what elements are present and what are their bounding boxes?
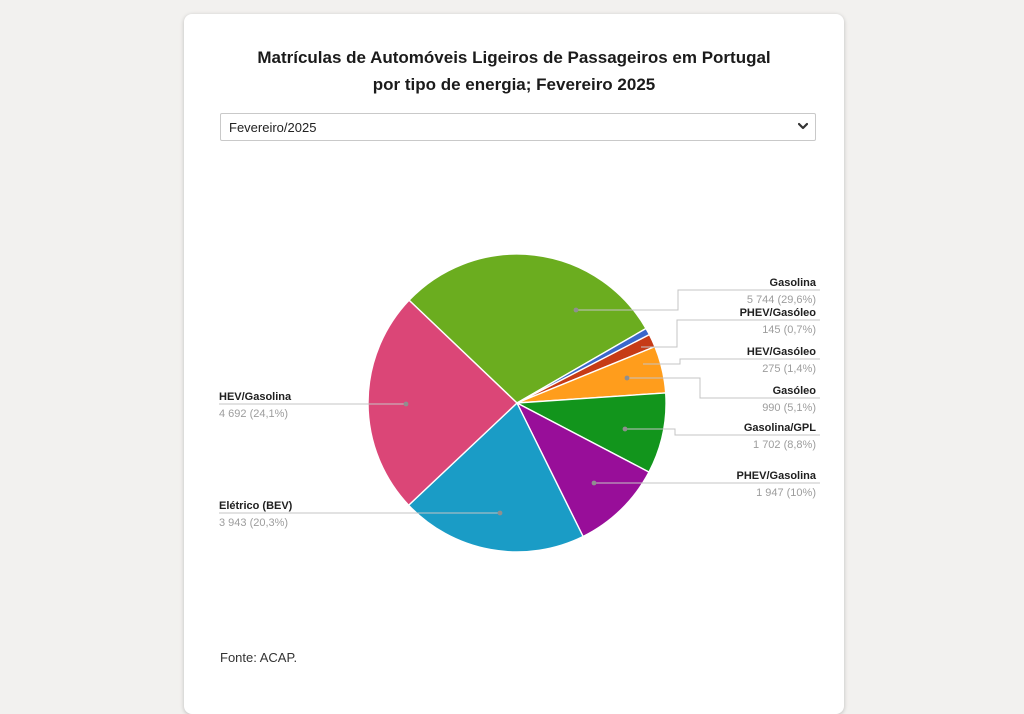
slice-label-name: HEV/Gasóleo bbox=[746, 346, 816, 358]
slice-label-value: 3 943 (20,3%) bbox=[219, 517, 289, 529]
slice-label-name: Gasolina/GPL bbox=[743, 422, 816, 434]
slice-label-name: PHEV/Gasolina bbox=[736, 470, 816, 482]
source-note: Fonte: ACAP. bbox=[220, 650, 298, 665]
slice-label-value: 5 744 (29,6%) bbox=[746, 294, 816, 306]
slice-label-value: 990 (5,1%) bbox=[762, 402, 816, 414]
period-select[interactable] bbox=[220, 113, 816, 141]
slice-label-name: PHEV/Gasóleo bbox=[739, 307, 816, 319]
page-title bbox=[184, 44, 844, 98]
slice-label-name: Gasóleo bbox=[772, 385, 816, 397]
slice-label-value: 4 692 (24,1%) bbox=[219, 408, 289, 420]
page-title-line2: por tipo de energia; Fevereiro 2025 bbox=[372, 75, 656, 94]
slice-label-name: HEV/Gasolina bbox=[219, 391, 292, 403]
slice-label-value: 275 (1,4%) bbox=[762, 363, 816, 375]
slice-label-name: Gasolina bbox=[769, 277, 816, 289]
page-title-line1: Matrículas de Automóveis Ligeiros de Passageiros em Portugal bbox=[257, 48, 771, 67]
slice-label-name: Elétrico (BEV) bbox=[219, 500, 293, 512]
slice-label-value: 145 (0,7%) bbox=[762, 324, 816, 336]
slice-label-value: 1 702 (8,8%) bbox=[753, 439, 816, 451]
period-select-wrap bbox=[220, 113, 816, 141]
slice-label-value: 1 947 (10%) bbox=[756, 487, 816, 499]
